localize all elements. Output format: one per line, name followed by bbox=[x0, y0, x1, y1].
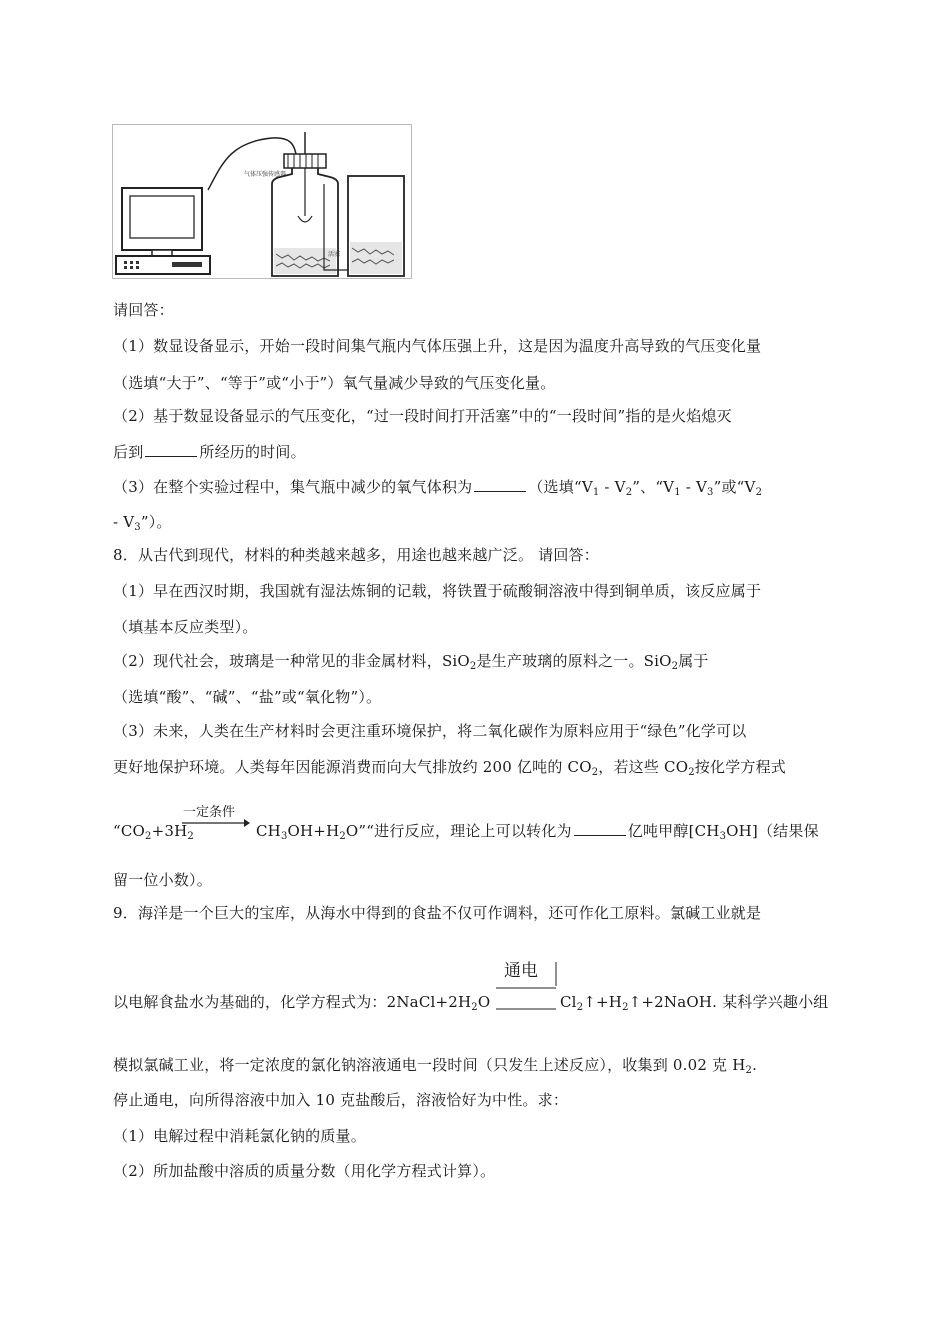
computer-monitor-icon bbox=[122, 188, 202, 256]
q7-sub3-line1: （3）在整个实验过程中，集气瓶中减少的氧气体积为 （选填“$V_1 - V_2$”、“$V_1 - V_3$”或“$V_2$ bbox=[113, 478, 763, 498]
q8-sub1-line2: （填基本反应类型）。 bbox=[113, 618, 258, 636]
q8-sub3-line1: （3）未来，人类在生产材料时会更注重环境保护，将二氧化碳作为原料应用于“绿色”化学可以 bbox=[113, 722, 747, 740]
q8-sub3-line2: 更好地保护环境。人类每年因能源消费而向大气排放约 200 亿吨的 $CO_2$，若这些 $CO_2$按化学方程式 bbox=[113, 758, 786, 778]
q7-sub1-line1: （1）数显设备显示，开始一段时间集气瓶内气体压强上升，这是因为温度升高导致的气压变化量 bbox=[113, 337, 762, 355]
sensor-label: 气体压强传感器 bbox=[244, 171, 287, 178]
experiment-apparatus-figure bbox=[112, 124, 412, 279]
electrolysis-condition: 通电 bbox=[504, 961, 538, 981]
q9-sub1: （1）电解过程中消耗氯化钠的质量。 bbox=[113, 1127, 366, 1145]
answer-blank[interactable] bbox=[474, 477, 526, 492]
q9-line4: 停止通电，向所得溶液中加入 10 克盐酸后，溶液恰好为中性。求： bbox=[113, 1091, 569, 1109]
q9-sub2: （2）所加盐酸中溶质的质量分数（用化学方程式计算）。 bbox=[113, 1162, 496, 1180]
q9-line2-right: $Cl_2↑+H_2↑+2NaOH$. 某科学兴趣小组 bbox=[560, 993, 829, 1013]
q8-equation-left: “$CO_2+3H_2$ bbox=[113, 822, 194, 842]
q7-sub3-line2: - $V_3$”）。 bbox=[113, 513, 172, 533]
q7-sub2-line1: （2）基于数显设备显示的气压变化，“过一段时间打开活塞”中的“一段时间”指的是火焰熄灭 bbox=[113, 407, 732, 425]
q8-sub3-line5: 留一位小数）。 bbox=[113, 871, 212, 889]
q8-sub1-line1: （1）早在西汉时期，我国就有湿法炼铜的记载，将铁置于硫酸铜溶液中得到铜单质，该反应属于 bbox=[113, 582, 762, 600]
reaction-condition: 一定条件 bbox=[183, 805, 236, 820]
q8-sub2-line1: （2）现代社会，玻璃是一种常见的非金属材料，SiO$_2$是生产玻璃的原料之一。SiO$_2$属于 bbox=[113, 652, 709, 672]
q7-sub2-line2: 后到 所经历的时间。 bbox=[113, 443, 306, 461]
q7-sub1-line2: （选填“大于”、“等于”或“小于”）氧气量减少导致的气压变化量。 bbox=[113, 374, 556, 392]
answer-blank[interactable] bbox=[145, 442, 197, 457]
q9-line2-left: 以电解食盐水为基础的，化学方程式为：$2NaCl+2H_2O$ bbox=[113, 993, 491, 1013]
q8-intro: 8．从古代到现代，材料的种类越来越多，用途也越来越广泛。 请回答： bbox=[113, 546, 599, 564]
beaker-icon bbox=[348, 176, 404, 276]
computer-base-icon bbox=[116, 256, 210, 274]
q9-line1: 9．海洋是一个巨大的宝库，从海水中得到的食盐不仅可作调料，还可作化工原料。氯碱工业就是 bbox=[113, 904, 762, 922]
q8-sub2-line2: （选填“酸”、“碱”、“盐”或“氧化物”）。 bbox=[113, 688, 382, 706]
reaction-arrow-icon bbox=[180, 818, 250, 828]
q8-equation-right: $CH_3OH+H_2O”“$进行反应，理论上可以转化为 亿吨甲醇$[CH_3OH]$（结果保 bbox=[256, 822, 819, 842]
answer-blank[interactable] bbox=[574, 821, 626, 836]
stopper-label: 活塞 bbox=[328, 251, 341, 258]
q9-line3: 模拟氯碱工业，将一定浓度的氯化钠溶液通电一段时间（只发生上述反应），收集到 0.02 克 $H_2$. bbox=[113, 1056, 758, 1076]
q7-prompt: 请回答： bbox=[113, 301, 174, 319]
equals-sign-icon bbox=[494, 962, 560, 1012]
